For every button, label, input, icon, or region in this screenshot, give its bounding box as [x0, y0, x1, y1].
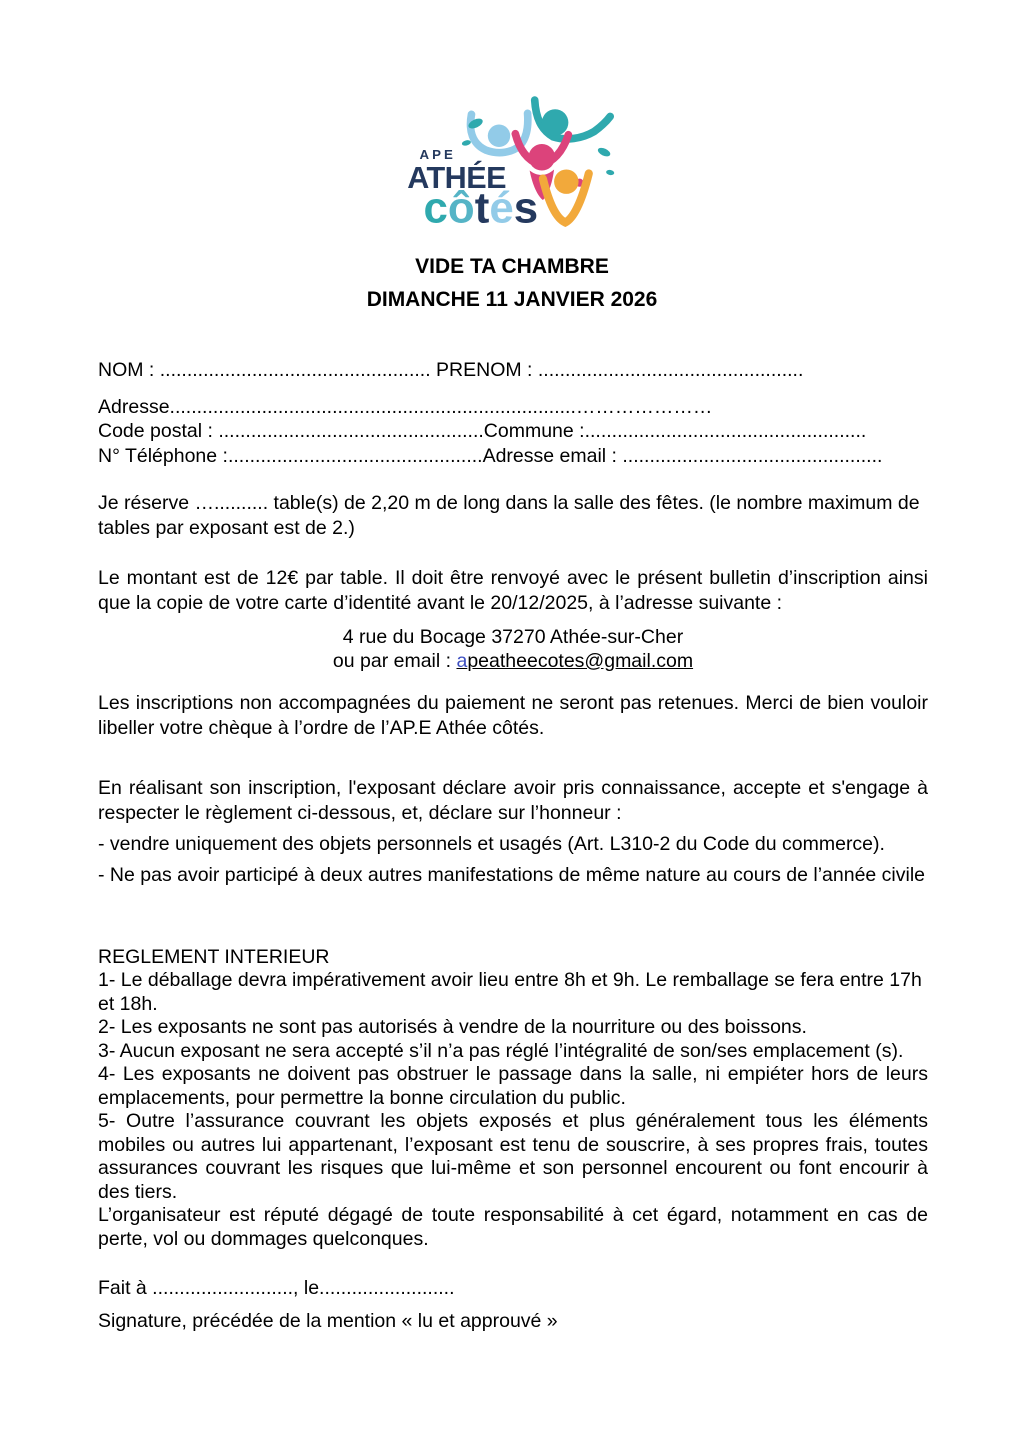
reglement-item-1: 1- Le déballage devra impérativement avoir lieu entre 8h et 9h. Le remballage se fera entre 17h et 18h. [98, 969, 922, 1015]
paragraph-montant: Le montant est de 12€ par table. Il doit être renvoyé avec le présent bulletin d’inscription ainsi que la copie de votre carte d’identité avant le 20/12/2025, à l’adresse suivante : [98, 566, 928, 614]
reglement-section [98, 946, 928, 1252]
paragraph-reservation: Je réserve ….......... table(s) de 2,20 m de long dans la salle des fêtes. (le nombre maximum de tables par exposant est de 2.) [98, 491, 920, 539]
ape-athee-cotes-logo [404, 96, 644, 249]
reglement-organisateur: L’organisateur est réputé dégagé de toute responsabilité à cet égard, notamment en cas de perte, vol ou dommages quelconques. [98, 1204, 928, 1250]
logo-text-athee: ATHÉE [407, 160, 507, 195]
logo-letter-s: s [513, 183, 539, 233]
logo-letter-e: é [489, 183, 514, 233]
reglement-item-5: 5- Outre l’assurance couvrant les objets exposés et plus généralement tous les éléments mobiles ou autres lui appartenant, l’exposant est tenu de souscrire, à ses propres frais, toutes assurances couvrant les risques que lui-même et son personnel encourent ou font encourir à des tiers. [98, 1110, 928, 1203]
field-nom-prenom: NOM : .................................................. PRENOM : ................................................. [98, 359, 804, 381]
field-code-postal-commune: Code postal : .................................................Commune :.................................................... [98, 420, 867, 443]
reglement-item-3: 3- Aucun exposant ne sera accepté s’il n’a pas réglé l’intégralité de son/ses emplacement (s). [98, 1039, 904, 1062]
email-line [98, 649, 928, 673]
logo-text-cotes [424, 183, 539, 232]
fait-a-line: Fait à .........................., le......................... [98, 1277, 455, 1300]
logo-letter-c: c [423, 183, 448, 233]
bullet-vendre: - vendre uniquement des objets personnels et usagés (Art. L310-2 du Code du commerce). [98, 832, 885, 855]
logo-container [12, 96, 1024, 249]
paragraph-inscriptions: Les inscriptions non accompagnées du paiement ne seront pas retenues. Merci de bien vouloir libeller votre chèque à l’ordre de l’AP.E Athée côtés. [98, 691, 928, 739]
reglement-item-2: 2- Les exposants ne sont pas autorisés à vendre de la nourriture ou des boissons. [98, 1016, 807, 1039]
signature-line: Signature, précédée de la mention « lu et approuvé » [98, 1310, 558, 1333]
event-date: DIMANCHE 11 JANVIER 2026 [366, 288, 658, 311]
reglement-heading: REGLEMENT INTERIEUR [98, 945, 330, 968]
logo-letter-t: t [474, 183, 490, 233]
email-rest: peatheecotes@gmail.com [467, 649, 694, 672]
email-label: ou par email : [332, 649, 457, 672]
reglement-item-4: 4- Les exposants ne doivent pas obstruer le passage dans la salle, ni empiéter hors de leurs emplacements, pour permettre la bonne circulation du public. [98, 1063, 928, 1109]
paragraph-engagement: En réalisant son inscription, l'exposant déclare avoir pris connaissance, accepte et s'engage à respecter le règlement ci-dessous, et, déclare sur l’honneur : [98, 776, 928, 824]
email-link[interactable] [456, 650, 693, 672]
logo-letter-o: ô [447, 183, 475, 233]
postal-address: 4 rue du Bocage 37270 Athée-sur-Cher [342, 625, 684, 648]
field-telephone-email: N° Téléphone :...............................................Adresse email : ................................................ [98, 444, 883, 467]
email-first-letter: a [456, 649, 468, 672]
logo-text-ape: APE [419, 147, 456, 163]
teal-figure-icon [535, 100, 610, 139]
field-adresse: Adresse...........................................................................………………… [98, 396, 713, 418]
event-title: VIDE TA CHAMBRE [415, 255, 609, 278]
document-body [0, 358, 1024, 1333]
bullet-participation: - Ne pas avoir participé à deux autres manifestations de même nature au cours de l’année civile [98, 863, 926, 886]
